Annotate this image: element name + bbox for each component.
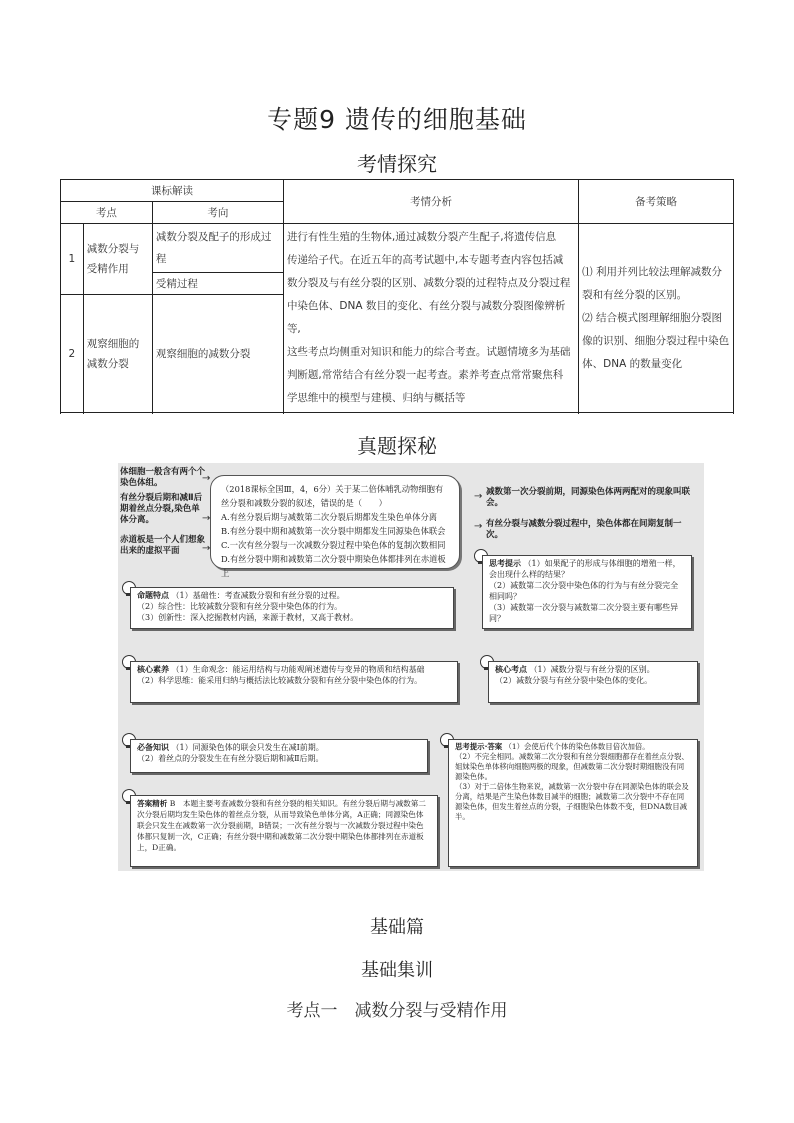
panel-label: 核心素养 [137,665,169,674]
panel-line: （1）生命观念：能运用结构与功能观阐述遗传与变异的物质和结构基础 [171,665,425,674]
analysis-line: 中染色体、DNA 数目的变化、有丝分裂与减数分裂图像辨析等, [286,300,566,335]
exam-analysis-table [60,179,734,413]
panel-sikao [482,555,692,629]
panel-bibei [130,739,428,773]
comic-illustration [118,463,704,871]
panel-line: （2）减数第二次分裂中染色体的行为与有丝分裂完全相同吗？ [489,581,679,601]
analysis-line: 这些考点均侧重对知识和能力的综合考查。试题情境多为基础 [286,346,571,358]
panel-label: 必备知识 [137,743,169,752]
left-note-3: 赤道板是一个人们想象出来的虚拟平面 [120,535,206,556]
strategy-line: 裂和有丝分裂的区别。 [582,288,688,301]
question-box [210,475,460,578]
panel-line: （2）不完全相同。减数第二次分裂和有丝分裂细胞都存在着丝点分裂、姐妹染色单体移向细胞两极的现象，但减数第二次分裂时期细胞没有同源染色体。 [455,752,689,781]
arrow-icon: → [202,473,211,484]
row-1-no: 1 [61,224,84,295]
panel-line: （3）对于二倍体生物来说，减数第一次分裂中存在同源染色体的联会及分离，结果是产生染色体数目减半的细胞；减数第二次分裂中不存在同源染色体，但发生着丝点的分裂，子细胞染色体数不变，但DNA数目减半。 [455,782,689,821]
panel-line: （2）科学思维：能采用归纳与概括法比较减数分裂和有丝分裂中染色体的行为。 [137,676,423,685]
header-kaodian: 考点 [61,202,153,224]
option-c: C.一次有丝分裂与一次减数分裂过程中染色体的复制次数相同 [221,540,446,550]
option-a: A.有丝分裂后期与减数第二次分裂后期都发生染色单体分离 [221,512,438,522]
row-2-dir-1: 观察细胞的减数分裂 [152,295,283,413]
header-kaoxiang: 考向 [152,202,283,224]
header-strategy: 备考策略 [579,180,734,224]
arrow-icon: → [474,491,483,502]
option-b: B.有丝分裂中期和减数第一次分裂中期都发生同源染色体联会 [221,526,446,536]
row-2-point: 观察细胞的减数分裂 [83,295,152,413]
panel-line: （1）会使后代个体的染色体数目倍次加倍。 [504,742,650,751]
panel-line: （1）基础性：考查减数分裂和有丝分裂的过程。 [171,591,345,600]
question-stem: （2018课标全国Ⅲ，4，6分）关于某二倍体哺乳动物细胞有丝分裂和减数分裂的叙述，错误的是（ ） [221,484,444,508]
strategy-line: ⑴ 利用并列比较法理解减数分 [582,265,722,278]
strategy-line: 体、DNA 的数量变化 [582,357,683,370]
section-jichu-jixun: 基础集训 [361,960,433,981]
left-note-2: 有丝分裂后期和减Ⅱ后期着丝点分裂,染色单体分离。 [120,493,203,525]
right-note-1: 减数第一次分裂前期，同源染色体两两配对的现象叫联会。 [486,487,691,508]
panel-line: （2）减数分裂与有丝分裂中染色体的变化。 [495,676,653,685]
right-note-2: 有丝分裂与减数分裂过程中，染色体都在间期复制一次。 [486,519,682,540]
panel-label: 思考提示 [489,559,521,568]
panel-line: （1）如果配子的形成与体细胞的增殖一样，会出现什么样的结果？ [489,559,681,579]
panel-line: （3）减数第一次分裂与减数第二次分裂主要有哪些异同？ [489,603,679,623]
analysis-cell [283,224,578,413]
panel-line: B 本题主要考查减数分裂和有丝分裂的相关知识。有丝分裂后期与减数第二次分裂后期均发生染色体的着丝点分裂，从而导致染色单体分离，A正确；同源染色体联会只发生在减数第一次分裂前期，B错误；一次有丝分裂与一次减数分裂过程中染色体都只复制一次，C正确；有丝分裂中期和减数第二次分裂中期染色体都排列在赤道板上，D正确。 [137,799,426,852]
panel-sikao-answer [448,739,698,867]
header-kebiao: 课标解读 [61,180,284,202]
analysis-line: 传递给子代。在近五年的高考试题中,本专题考查内容包括减 [286,254,564,266]
panel-line: （3）创新性：深入挖掘教材内涵，来源于教材，又高于教材。 [137,613,359,622]
header-analysis: 考情分析 [283,180,578,224]
panel-label: 命题特点 [137,591,169,600]
analysis-line: 进行有性生殖的生物体,通过减数分裂产生配子,将遗传信息 [286,231,557,243]
panel-label: 思考提示·答案 [455,742,503,751]
panel-mingti [130,587,454,629]
row-1-point: 减数分裂与受精作用 [83,224,152,295]
left-note-1: 体细胞一般含有两个个染色体组。 [120,467,206,488]
arrow-icon: → [202,543,211,554]
section-zhenti: 真题探秘 [357,434,437,458]
panel-line: （2）综合性：比较减数分裂和有丝分裂中染色体的行为。 [137,602,343,611]
row-1-dir-1: 减数分裂及配子的形成过程 [152,224,283,273]
section-jichu: 基础篇 [370,917,424,938]
strategy-line: ⑵ 结合模式图理解细胞分裂图 [582,311,722,324]
panel-label: 答案精析 [137,799,168,808]
panel-kaodian [488,661,698,703]
panel-daan [130,795,438,867]
arrow-icon: → [474,521,483,532]
panel-label: 核心考点 [495,665,527,674]
analysis-line: 学思维中的模型与建模、归纳与概括等 [286,392,466,404]
arrow-icon: → [202,513,211,524]
analysis-line: 数分裂及与有丝分裂的区别、减数分裂的过程特点及分裂过程 [286,277,571,289]
row-2-no: 2 [61,295,84,413]
option-d: D.有丝分裂中期和减数第二次分裂中期染色体都排列在赤道板上 [221,554,446,578]
panel-line: （2）着丝点的分裂发生在有丝分裂后期和减Ⅱ后期。 [137,754,324,763]
strategy-cell [579,224,734,413]
panel-line: （1）同源染色体的联会只发生在减Ⅰ前期。 [171,743,324,752]
kaodian-1-heading: 考点一 减数分裂与受精作用 [286,1001,508,1021]
section-kaoqing: 考情探究 [357,152,437,176]
panel-line: （1）减数分裂与有丝分裂的区别。 [529,665,655,674]
analysis-line: 判断题,常常结合有丝分裂一起考查。素养考查点常常聚焦科 [286,369,564,381]
panel-suyang [130,661,458,703]
strategy-line: 像的识别、细胞分裂过程中染色 [582,334,730,347]
page-title: 专题9 遗传的细胞基础 [267,105,527,134]
row-1-dir-2: 受精过程 [152,273,283,295]
